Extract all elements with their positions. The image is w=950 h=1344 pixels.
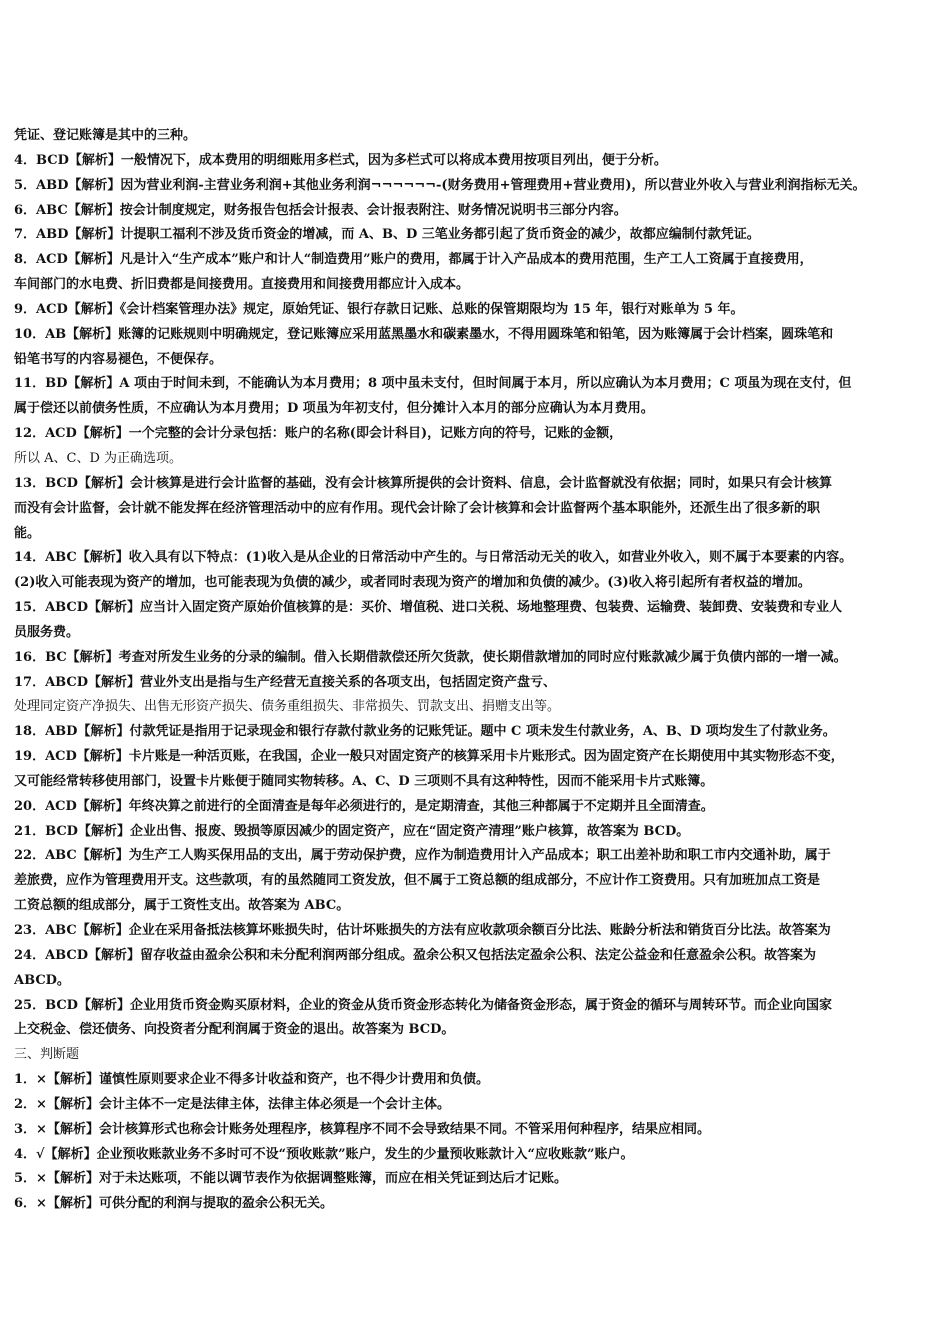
text-line: ABCD。 bbox=[14, 972, 70, 988]
text-line: 差旅费，应作为管理费用开支。这些款项，有的虽然随同工资发放，但不属于工资总额的组成部分，不应计作工资费用。只有加班加点工资是 bbox=[14, 873, 821, 889]
text-line: 铅笔书写的内容易褪色，不便保存。 bbox=[14, 351, 223, 367]
text-line: 属于偿还以前债务性质，不应确认为本月费用；D 项虽为年初支付，但分摊计入本月的部分应确认为本月费用。 bbox=[14, 401, 654, 417]
text-line: (2)收入可能表现为资产的增加，也可能表现为负债的减少，或者同时表现为资产的增加和负债的减少。(3)收入将引起所有者权益的增加。 bbox=[14, 575, 811, 591]
answer-line: 20．ACD【解析】年终决算之前进行的全面清查是每年必须进行的，是定期清查，其他三种都属于不定期并且全面清查。 bbox=[14, 798, 714, 814]
judgment-line: 1．×【解析】谨慎性原则要求企业不得多计收益和资产，也不得少计费用和负债。 bbox=[14, 1072, 489, 1088]
answer-line: 25．BCD【解析】企业用货币资金购买原材料，企业的资金从货币资金形态转化为储备资金形态，属于资金的循环与周转环节。而企业向国家 bbox=[14, 997, 832, 1013]
answer-line: 13．BCD【解析】会计核算是进行会计监督的基础，没有会计核算所提供的会计资料、信息，会计监督就没有依据；同时，如果只有会计核算 bbox=[14, 475, 832, 491]
answer-line: 4．BCD【解析】一般情况下，成本费用的明细账用多栏式，因为多栏式可以将成本费用按项目列出，便于分析。 bbox=[14, 152, 667, 168]
answer-line: 21．BCD【解析】企业出售、报废、毁损等原因减少的固定资产，应在“固定资产清理”账户核算，故答案为 BCD。 bbox=[14, 823, 690, 839]
judgment-line: 6．×【解析】可供分配的利润与提取的盈余公积无关。 bbox=[14, 1196, 333, 1212]
answer-line: 23．ABC【解析】企业在采用备抵法核算坏账损失时，估计坏账损失的方法有应收款项余额百分比法、账龄分析法和销货百分比法。故答案为 bbox=[14, 923, 831, 938]
answer-line: 22．ABC【解析】为生产工人购买保用品的支出，属于劳动保护费，应作为制造费用计入产品成本；职工出差补助和职工市内交通补助，属于 bbox=[14, 848, 831, 864]
answer-line: 8．ACD【解析】凡是计入“生产成本”账户和计人“制造费用”账户的费用，都属于计入产品成本的费用范围，生产工人工资属于直接费用， bbox=[14, 252, 813, 268]
answer-line: 11．BD【解析】A 项由于时间未到，不能确认为本月费用；8 项中虽未支付，但时间属于本月，所以应确认为本月费用；C 项虽为现在支付，但 bbox=[14, 376, 852, 392]
answer-line: 10．AB【解析】账簿的记账规则中明确规定，登记账簿应采用蓝黑墨水和碳素墨水，不得用圆珠笔和铅笔，因为账簿属于会计档案，圆珠笔和 bbox=[14, 326, 834, 342]
document-page bbox=[14, 124, 934, 1217]
answer-line: 7．ABD【解析】计提职工福利不涉及货币资金的增减，而 A、B、D 三笔业务都引起了货币资金的减少，故都应编制付款凭证。 bbox=[14, 227, 760, 243]
answer-line: 18．ABD【解析】付款凭证是指用于记录现金和银行存款付款业务的记账凭证。题中 C 项未发生付款业务，A、B、D 项均发生了付款业务。 bbox=[14, 724, 836, 740]
text-line: 又可能经常转移使用部门，设置卡片账便于随同实物转移。A、C、D 三项则不具有这种特性，因而不能采用卡片式账簿。 bbox=[14, 773, 714, 789]
answer-line: 15．ABCD【解析】应当计入固定资产原始价值核算的是：买价、增值税、进口关税、场地整理费、包装费、运输费、装卸费、安装费和专业人 bbox=[14, 600, 843, 616]
text-line: 员服务费。 bbox=[14, 624, 80, 640]
answer-line: 6．ABC【解析】按会计制度规定，财务报告包括会计报表、会计报表附注、财务情况说明书三部分内容。 bbox=[14, 202, 627, 218]
answer-line: 17．ABCD【解析】营业外支出是指与生产经营无直接关系的各项支出，包括固定资产盘亏、 bbox=[14, 674, 557, 690]
judgment-line: 2．×【解析】会计主体不一定是法律主体，法律主体必须是一个会计主体。 bbox=[14, 1096, 450, 1112]
text-line: 能。 bbox=[14, 525, 41, 541]
answer-line: 14．ABC【解析】收入具有以下特点：(1)收入是从企业的日常活动中产生的。与日常活动无关的收入，如营业外收入，则不属于本要素的内容。 bbox=[14, 550, 853, 566]
text-line: 车间部门的水电费、折旧费都是间接费用。直接费用和间接费用都应计入成本。 bbox=[14, 277, 470, 293]
text-line: 上交税金、偿还债务、向投资者分配利润属于资金的退出。故答案为 BCD。 bbox=[14, 1022, 455, 1038]
judgment-line: 4．√【解析】企业预收账款业务不多时可不设“预收账款”账户，发生的少量预收账款计入“应收账款”账户。 bbox=[14, 1146, 634, 1162]
section-heading: 三、判断题 bbox=[14, 1047, 80, 1063]
answer-line: 12．ACD【解析】一个完整的会计分录包括：账户的名称(即会计科目)，记账方向的符号，记账的金额， bbox=[14, 426, 623, 442]
answer-line: 19．ACD【解析】卡片账是一种活页账，在我国，企业一般只对固定资产的核算采用卡片账形式。因为固定资产在长期使用中其实物形态不变， bbox=[14, 749, 844, 765]
text-line: 而没有会计监督，会计就不能发挥在经济管理活动中的应有作用。现代会计除了会计核算和会计监督两个基本职能外，还派生出了很多新的职 bbox=[14, 500, 821, 516]
text-line: 处理同定资产净损失、出售无形资产损失、债务重组损失、非常损失、罚款支出、捐赠支出等。 bbox=[14, 699, 561, 715]
text-line: 工资总额的组成部分，属于工资性支出。故答案为 ABC。 bbox=[14, 898, 350, 914]
text-line: 凭证、登记账簿是其中的三种。 bbox=[14, 128, 197, 143]
judgment-line: 3．×【解析】会计核算形式也称会计账务处理程序，核算程序不同不会导致结果不同。不管采用何种程序，结果应相同。 bbox=[14, 1121, 710, 1137]
text-line: 所以 A、C、D 为正确选项。 bbox=[14, 450, 183, 466]
answer-line: 16．BC【解析】考查对所发生业务的分录的编制。借入长期借款偿还所欠货款，使长期借款增加的同时应付账款减少属于负债内部的一增一减。 bbox=[14, 649, 847, 665]
judgment-line: 5．×【解析】对于未达账项，不能以调节表作为依据调整账簿，而应在相关凭证到达后才记账。 bbox=[14, 1171, 567, 1187]
answer-line: 24．ABCD【解析】留存收益由盈余公积和未分配利润两部分组成。盈余公积又包括法定盈余公积、法定公益金和任意盈余公积。故答案为 bbox=[14, 947, 817, 963]
answer-line: 5．ABD【解析】因为营业利润-主营业务利润+其他业务利润¬¬¬¬¬¬-(财务费用+管理费用+营业费用)，所以营业外收入与营业利润指标无关。 bbox=[14, 177, 866, 193]
answer-line: 9．ACD【解析】《会计档案管理办法》规定，原始凭证、银行存款日记账、总账的保管期限均为 15 年，银行对账单为 5 年。 bbox=[14, 301, 744, 317]
